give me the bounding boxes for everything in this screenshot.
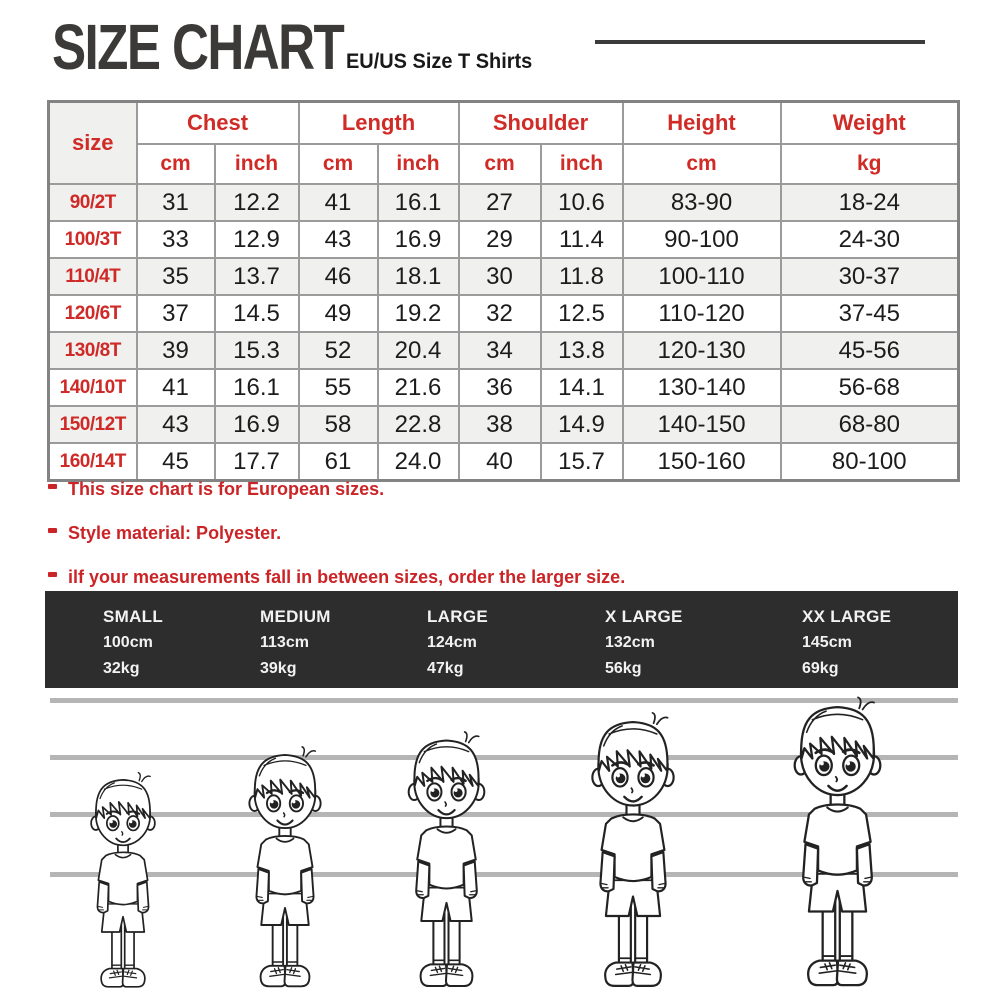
table-cell: 14.5 [215, 295, 299, 332]
unit-header: cm [299, 144, 378, 184]
bullet-dash-icon [48, 484, 57, 489]
table-cell: 12.5 [541, 295, 623, 332]
size-bar-item [427, 604, 488, 682]
size-bar-weight: 56kg [605, 660, 642, 677]
table-cell: 35 [137, 258, 215, 295]
col-group-length: Length [299, 102, 459, 145]
size-table [47, 100, 960, 482]
size-bar-item [260, 604, 331, 682]
size-table-body [49, 184, 959, 481]
unit-header: inch [378, 144, 459, 184]
table-cell: 19.2 [378, 295, 459, 332]
table-cell: 27 [459, 184, 541, 221]
table-cell: 16.1 [378, 184, 459, 221]
boy-figure-large [386, 729, 507, 992]
size-bar-weight: 32kg [103, 660, 140, 677]
size-bar-item [802, 604, 891, 682]
title-divider [595, 40, 925, 44]
row-size-label: 110/4T [49, 258, 137, 295]
page-title: SIZE CHART [52, 11, 344, 83]
size-column-header: size [49, 102, 137, 185]
table-cell: 24-30 [781, 221, 959, 258]
table-cell: 20.4 [378, 332, 459, 369]
size-bar-weight: 39kg [260, 660, 297, 677]
table-cell: 49 [299, 295, 378, 332]
table-cell: 12.2 [215, 184, 299, 221]
table-cell: 22.8 [378, 406, 459, 443]
table-cell: 11.4 [541, 221, 623, 258]
table-cell: 12.9 [215, 221, 299, 258]
row-size-label: 90/2T [49, 184, 137, 221]
boy-figure-small [72, 770, 174, 992]
table-cell: 43 [299, 221, 378, 258]
table-cell: 30-37 [781, 258, 959, 295]
size-bar-label: MEDIUM [260, 607, 331, 626]
table-cell: 29 [459, 221, 541, 258]
size-bar-height: 132cm [605, 634, 655, 651]
table-cell: 83-90 [623, 184, 781, 221]
table-cell: 16.9 [378, 221, 459, 258]
size-bar-label: X LARGE [605, 607, 683, 626]
note-item [48, 478, 625, 500]
table-cell: 34 [459, 332, 541, 369]
table-cell: 41 [137, 369, 215, 406]
boy-figure-xlarge [568, 710, 698, 992]
table-cell: 11.8 [541, 258, 623, 295]
table-cell: 55 [299, 369, 378, 406]
size-bar-label: XX LARGE [802, 607, 892, 626]
table-cell: 32 [459, 295, 541, 332]
table-header-row [49, 102, 959, 145]
table-cell: 120-130 [623, 332, 781, 369]
table-cell: 45 [137, 443, 215, 481]
note-text: Style material: Polyester. [68, 523, 282, 543]
page-subtitle: EU/US Size T Shirts [346, 50, 533, 73]
table-units-row [49, 144, 959, 184]
table-cell: 110-120 [623, 295, 781, 332]
table-cell: 21.6 [378, 369, 459, 406]
col-group-shoulder: Shoulder [459, 102, 623, 145]
size-bar-height: 100cm [103, 634, 153, 651]
table-row [49, 184, 959, 221]
table-cell: 43 [137, 406, 215, 443]
table-row [49, 443, 959, 481]
row-size-label: 120/6T [49, 295, 137, 332]
table-cell: 30 [459, 258, 541, 295]
size-bar-label: SMALL [103, 607, 164, 626]
table-cell: 31 [137, 184, 215, 221]
header [0, 0, 1000, 100]
note-item [48, 522, 625, 544]
table-cell: 36 [459, 369, 541, 406]
table-cell: 56-68 [781, 369, 959, 406]
table-cell: 10.6 [541, 184, 623, 221]
size-bar [45, 591, 958, 688]
row-size-label: 150/12T [49, 406, 137, 443]
table-cell: 37-45 [781, 295, 959, 332]
table-cell: 80-100 [781, 443, 959, 481]
table-cell: 38 [459, 406, 541, 443]
bullet-dash-icon [48, 572, 57, 577]
table-cell: 14.9 [541, 406, 623, 443]
row-size-label: 140/10T [49, 369, 137, 406]
table-cell: 58 [299, 406, 378, 443]
table-cell: 41 [299, 184, 378, 221]
row-size-label: 100/3T [49, 221, 137, 258]
table-cell: 130-140 [623, 369, 781, 406]
table-cell: 18-24 [781, 184, 959, 221]
boy-figure-xxlarge [769, 694, 906, 992]
table-cell: 24.0 [378, 443, 459, 481]
row-size-label: 160/14T [49, 443, 137, 481]
table-row [49, 221, 959, 258]
table-cell: 37 [137, 295, 215, 332]
table-cell: 40 [459, 443, 541, 481]
col-group-height: Height [623, 102, 781, 145]
table-cell: 46 [299, 258, 378, 295]
table-cell: 52 [299, 332, 378, 369]
size-bar-height: 113cm [260, 634, 309, 651]
table-row [49, 369, 959, 406]
table-row [49, 332, 959, 369]
size-bar-item [605, 604, 683, 682]
table-cell: 15.7 [541, 443, 623, 481]
table-cell: 16.1 [215, 369, 299, 406]
boy-figure-medium [228, 744, 342, 992]
table-cell: 140-150 [623, 406, 781, 443]
unit-header: cm [137, 144, 215, 184]
table-cell: 13.8 [541, 332, 623, 369]
size-bar-label: LARGE [427, 607, 488, 626]
table-row [49, 295, 959, 332]
size-bar-weight: 69kg [802, 660, 839, 677]
table-cell: 15.3 [215, 332, 299, 369]
size-bar-height: 145cm [802, 634, 852, 651]
table-cell: 150-160 [623, 443, 781, 481]
table-cell: 18.1 [378, 258, 459, 295]
row-size-label: 130/8T [49, 332, 137, 369]
table-cell: 16.9 [215, 406, 299, 443]
size-bar-item [103, 604, 163, 682]
note-item [48, 566, 625, 588]
table-cell: 61 [299, 443, 378, 481]
unit-header: inch [541, 144, 623, 184]
col-group-chest: Chest [137, 102, 299, 145]
table-cell: 13.7 [215, 258, 299, 295]
table-cell: 100-110 [623, 258, 781, 295]
table-cell: 68-80 [781, 406, 959, 443]
unit-header: kg [781, 144, 959, 184]
bullet-dash-icon [48, 528, 57, 533]
size-bar-weight: 47kg [427, 660, 464, 677]
table-cell: 45-56 [781, 332, 959, 369]
table-row [49, 406, 959, 443]
table-cell: 17.7 [215, 443, 299, 481]
unit-header: cm [623, 144, 781, 184]
table-cell: 90-100 [623, 221, 781, 258]
table-row [49, 258, 959, 295]
note-text: This size chart is for European sizes. [68, 479, 385, 499]
unit-header: cm [459, 144, 541, 184]
table-cell: 14.1 [541, 369, 623, 406]
table-cell: 33 [137, 221, 215, 258]
col-group-weight: Weight [781, 102, 959, 145]
table-cell: 39 [137, 332, 215, 369]
note-text: ilf your measurements fall in between sizes, order the larger size. [68, 567, 626, 587]
unit-header: inch [215, 144, 299, 184]
size-bar-height: 124cm [427, 634, 477, 651]
